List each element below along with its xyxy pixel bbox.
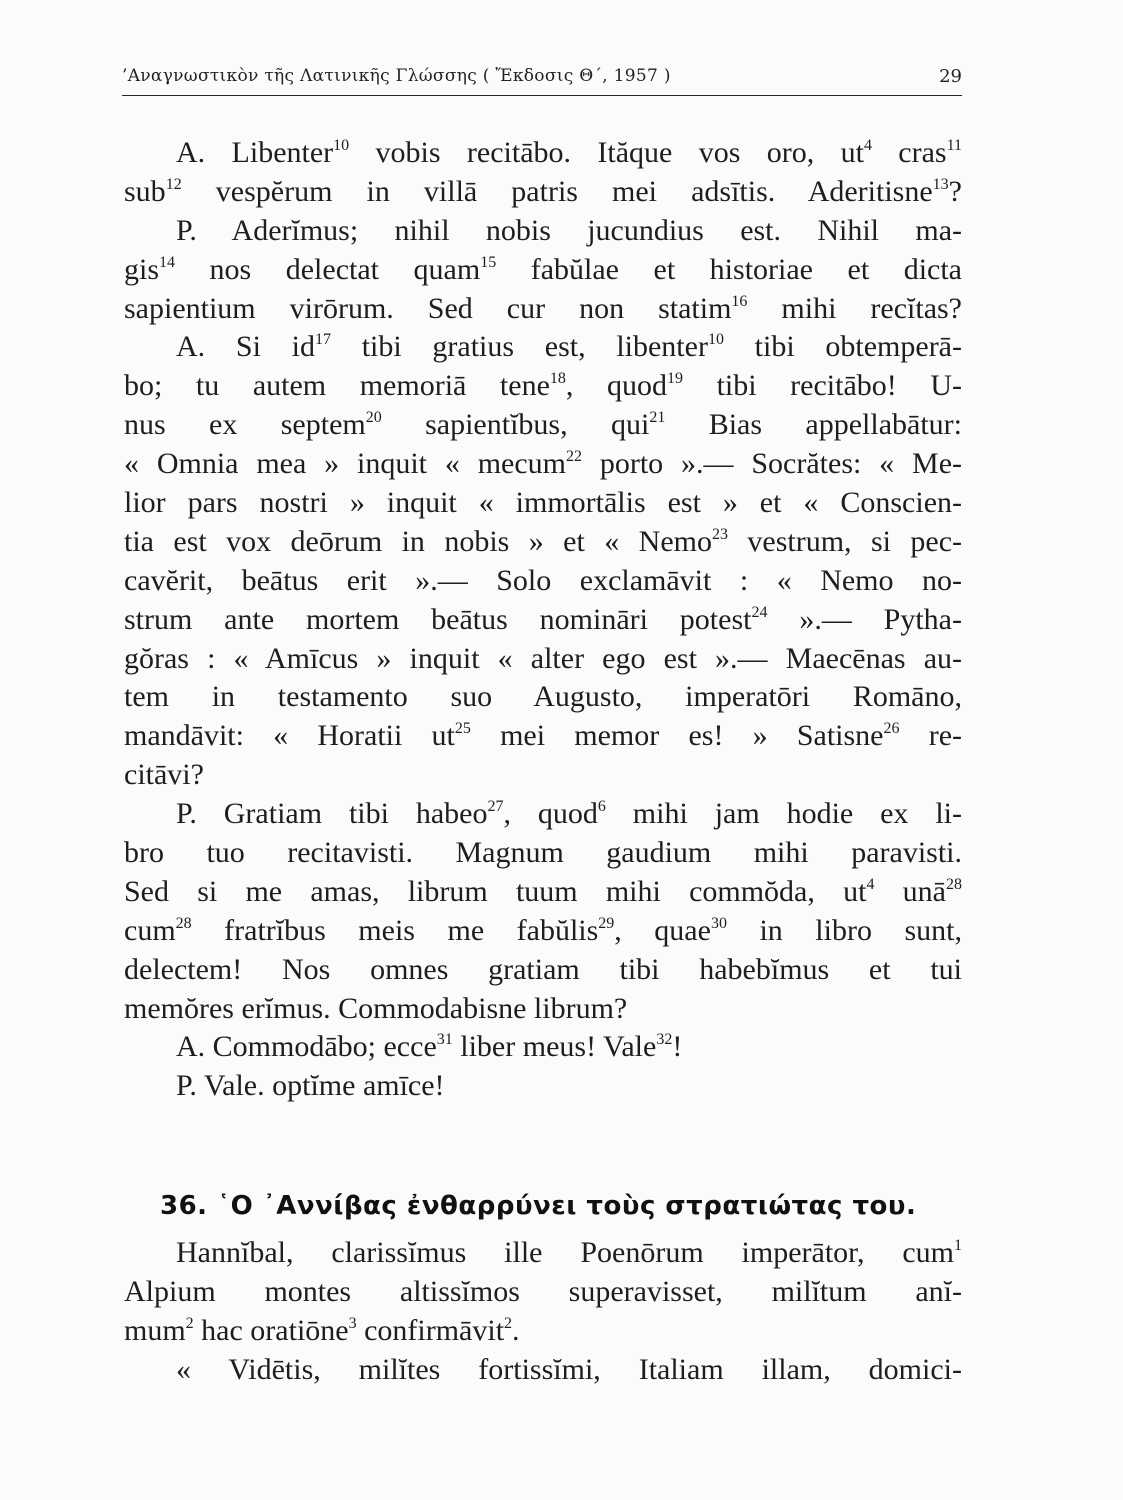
text-segment: , quod [503,797,598,831]
text-segment: mei memor es! » Satisne [470,719,884,753]
text-line [124,1234,962,1273]
text-line [124,445,962,484]
text-segment: A. Commodābo; ecce [176,1030,437,1064]
running-header [122,66,962,96]
text-line [124,1351,962,1390]
text-line [124,834,962,873]
footnote-ref: 4 [866,875,875,893]
footnote-ref: 26 [883,720,900,738]
text-segment: P. Aderĭmus; nihil nobis jucundius est. Nihil ma- [176,213,962,247]
text-segment: , quae [614,913,711,947]
text-segment: Alpium montes altissĭmos superavisset, milĭtum anĭ- [124,1274,962,1308]
footnote-ref: 25 [454,720,471,738]
text-segment: confirmāvit [356,1313,505,1347]
text-segment: in libro sunt, [726,913,962,947]
text-segment: citāvi? [124,758,204,792]
footnote-ref: 19 [667,370,683,388]
text-segment: fratrĭbus meis me fabŭlis [191,913,599,947]
text-line [124,990,962,1029]
text-line [124,562,962,601]
text-line [124,251,962,290]
text-line [124,328,962,367]
text-segment: bo; tu autem memoriā tene [124,369,550,403]
text-segment: vestrum, si pec- [727,524,963,558]
text-line [124,1028,962,1067]
text-line [124,484,962,523]
text-segment: sapientĭbus, qui [381,408,650,442]
header-rule [122,95,962,96]
text-segment: . [512,1313,520,1347]
section-body-text [124,1234,962,1390]
text-line [124,1312,962,1351]
text-line [124,1067,962,1106]
text-segment: mihi recĭtas? [747,291,962,325]
text-segment: P. Gratiam tibi habeo [176,797,488,831]
footnote-ref: 30 [710,914,727,932]
footnote-ref: 2 [185,1314,194,1332]
text-line [124,951,962,990]
text-segment: A. Si id [176,330,315,364]
text-segment: ? [948,174,962,208]
footnote-ref: 1 [954,1237,962,1254]
footnote-ref: 31 [436,1031,453,1049]
text-line [124,212,962,251]
text-segment: tia est vox deōrum in nobis » et « Nemo [124,524,712,558]
footnote-ref: 6 [597,798,606,816]
text-segment: mum [124,1313,186,1347]
text-segment: unā [874,874,946,908]
footnote-ref: 21 [649,409,666,427]
text-segment: nos delectat quam [175,252,481,286]
text-segment: nus ex septem [124,408,366,442]
text-segment: tibi recitābo! U- [683,369,963,403]
text-line [124,406,962,445]
text-segment: liber meus! Vale [452,1030,657,1064]
section-heading: 36. ῾Ο ᾿Αννίβας ἐνθαρρύνει τοὺς στρατιώτας του. [160,1191,917,1221]
footnote-ref: 10 [707,331,724,349]
footnote-ref: 14 [159,253,176,271]
footnote-ref: 16 [731,292,748,310]
text-segment: ! [672,1030,683,1064]
text-segment: « Omnia mea » inquit « mecum [124,447,566,481]
footnote-ref: 2 [504,1314,513,1332]
text-segment: re- [899,719,962,753]
text-segment: cavĕrit, beātus erit ».— Solo exclamāvit : « Nemo no- [124,563,962,597]
text-segment: , quod [565,369,667,403]
text-segment: delectem! Nos omnes gratiam tibi habebĭmus et tui [124,952,962,986]
footnote-ref: 11 [946,137,963,154]
text-line [124,756,962,795]
text-segment: Hannĭbal, clarissĭmus ille Poenōrum imperātor, cum [176,1236,954,1269]
text-segment: fabŭlae et historiae et dicta [496,252,962,286]
footnote-ref: 27 [487,798,504,816]
dialogue-text [124,134,962,1106]
text-line [124,290,962,329]
footnote-ref: 4 [863,137,872,154]
footnote-ref: 28 [175,914,192,932]
text-segment: tibi gratius est, libenter [330,330,708,364]
text-segment: sapientium virōrum. Sed cur non statim [124,291,732,325]
text-line [124,367,962,406]
text-segment: hac oratiōne [193,1313,349,1347]
text-line [124,601,962,640]
text-line [124,1273,962,1312]
header-title: ’Αναγνωστικὸν τῆς Λατινικῆς Γλώσσης ( Ἔκδοσις Θ΄, 1957 ) [122,66,671,86]
text-segment: vespĕrum in villā patris mei adsītis. Aderitisne [181,174,933,208]
text-line [124,523,962,562]
footnote-ref: 18 [549,370,566,388]
text-segment: cum [124,913,176,947]
text-segment: sub [124,174,166,208]
footnote-ref: 23 [711,525,728,543]
footnote-ref: 10 [333,137,350,154]
footnote-ref: 28 [946,875,962,893]
footnote-ref: 29 [598,914,615,932]
text-segment: strum ante mortem beātus nomināri potest [124,602,752,636]
text-line [124,640,962,679]
footnote-ref: 3 [348,1314,357,1332]
text-segment: mihi jam hodie ex li- [605,797,962,831]
footnote-ref: 22 [566,448,582,466]
text-segment: tem in testamento suo Augusto, imperatōri Romāno, [124,680,962,714]
footnote-ref: 17 [314,331,331,349]
footnote-ref: 12 [165,175,182,193]
page-number: 29 [939,66,962,87]
text-segment: « Vidētis, milĭtes fortissĭmi, Italiam illam, domici- [176,1352,962,1386]
text-segment: vobis recitābo. Ităque vos oro, ut [349,136,864,169]
text-segment: tibi obtemperā- [723,330,962,364]
footnote-ref: 13 [932,175,949,193]
text-line [124,134,962,173]
text-line [124,678,962,717]
text-line [124,173,962,212]
text-segment: P. Vale. optĭme amīce! [176,1069,445,1103]
text-line [124,717,962,756]
text-line [124,795,962,834]
text-segment: Bias appellabātur: [665,408,962,442]
footnote-ref: 15 [480,253,497,271]
text-segment: bro tuo recitavisti. Magnum gaudium mihi paravisti. [124,836,962,870]
text-segment: gŏras : « Amīcus » inquit « alter ego est ».— Maecēnas au- [124,641,962,675]
text-segment: memŏres erĭmus. Commodabisne librum? [124,991,628,1025]
text-segment: mandāvit: « Horatii ut [124,719,455,753]
text-line [124,873,962,912]
footnote-ref: 32 [656,1031,673,1049]
footnote-ref: 24 [751,603,768,621]
text-segment: porto ».— Socrătes: « Me- [582,447,962,481]
text-segment: lior pars nostri » inquit « immortālis est » et « Conscien- [124,486,962,520]
text-segment: ».— Pytha- [767,602,962,636]
text-segment: gis [124,252,160,286]
text-segment: A. Libenter [176,136,334,169]
text-line [124,912,962,951]
text-segment: Sed si me amas, librum tuum mihi commŏda, ut [124,874,867,908]
footnote-ref: 20 [365,409,382,427]
text-segment: cras [871,136,947,169]
